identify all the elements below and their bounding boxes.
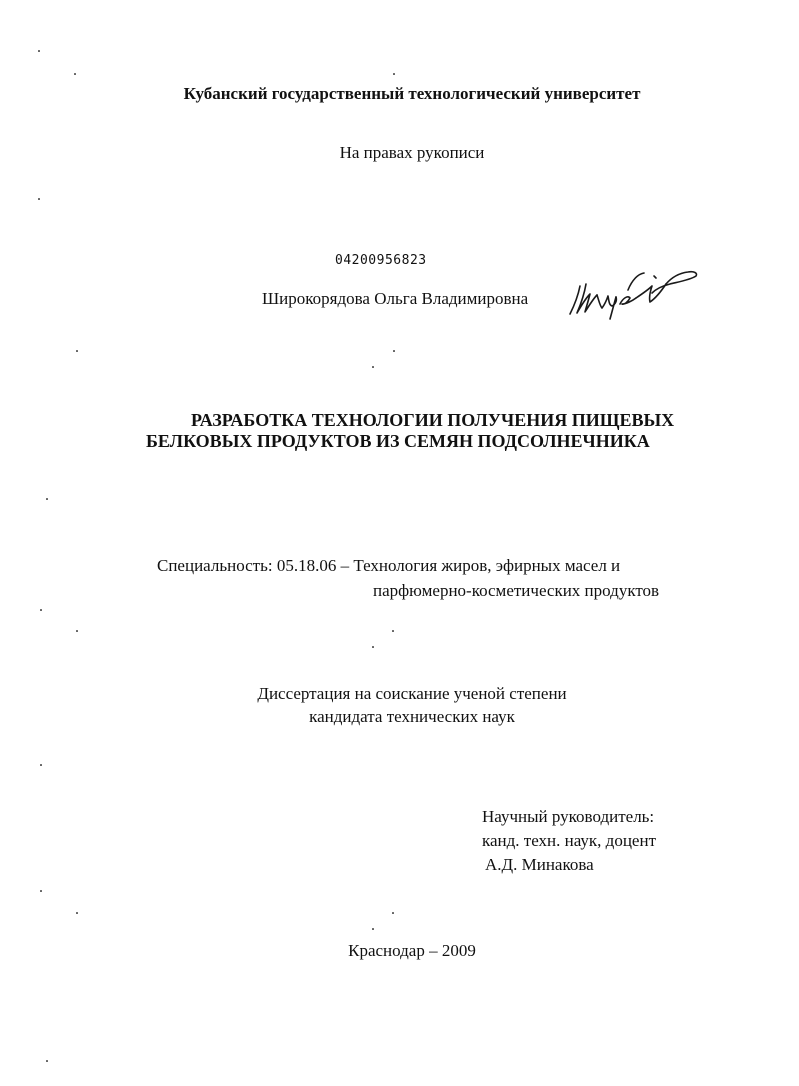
- scan-speck: [76, 350, 78, 352]
- scan-speck: [40, 890, 42, 892]
- scan-speck: [40, 609, 42, 611]
- scan-speck: [372, 928, 374, 930]
- scan-speck: [372, 366, 374, 368]
- scan-speck: [393, 350, 395, 352]
- scan-speck: [46, 1060, 48, 1062]
- scan-speck: [76, 912, 78, 914]
- scan-speck: [372, 646, 374, 648]
- scan-speck: [74, 73, 76, 75]
- dissertation-line-1: Диссертация на соискание ученой степени: [257, 684, 567, 703]
- scan-speck: [46, 498, 48, 500]
- scan-speck: [76, 630, 78, 632]
- advisor-label: Научный руководитель:: [482, 807, 655, 826]
- author-name: Широкорядова Ольга Владимировна: [262, 289, 529, 308]
- scan-speck: [392, 912, 394, 914]
- advisor-name: А.Д. Минакова: [485, 855, 594, 874]
- scan-speck: [393, 73, 395, 75]
- dissertation-line-2: кандидата технических наук: [309, 707, 515, 726]
- scan-speck: [392, 630, 394, 632]
- title-line-2: БЕЛКОВЫХ ПРОДУКТОВ ИЗ СЕМЯН ПОДСОЛНЕЧНИКА: [146, 431, 650, 451]
- title-line-1: РАЗРАБОТКА ТЕХНОЛОГИИ ПОЛУЧЕНИЯ ПИЩЕВЫХ: [191, 410, 675, 430]
- advisor-degree: канд. техн. наук, доцент: [482, 831, 657, 850]
- specialty-line-1: Специальность: 05.18.06 – Технология жиров, эфирных масел и: [157, 556, 621, 575]
- registry-code: 04200956823: [335, 253, 427, 268]
- rights-note: На правах рукописи: [339, 143, 485, 162]
- scan-speck: [38, 198, 40, 200]
- specialty-line-2: парфюмерно-косметических продуктов: [373, 581, 660, 600]
- scan-speck: [40, 764, 42, 766]
- dissertation-title: [146, 410, 698, 452]
- signature-icon: [566, 268, 702, 320]
- university-name: Кубанский государственный технологический университет: [183, 84, 641, 103]
- city-year: Краснодар – 2009: [348, 941, 476, 960]
- scan-speck: [38, 50, 40, 52]
